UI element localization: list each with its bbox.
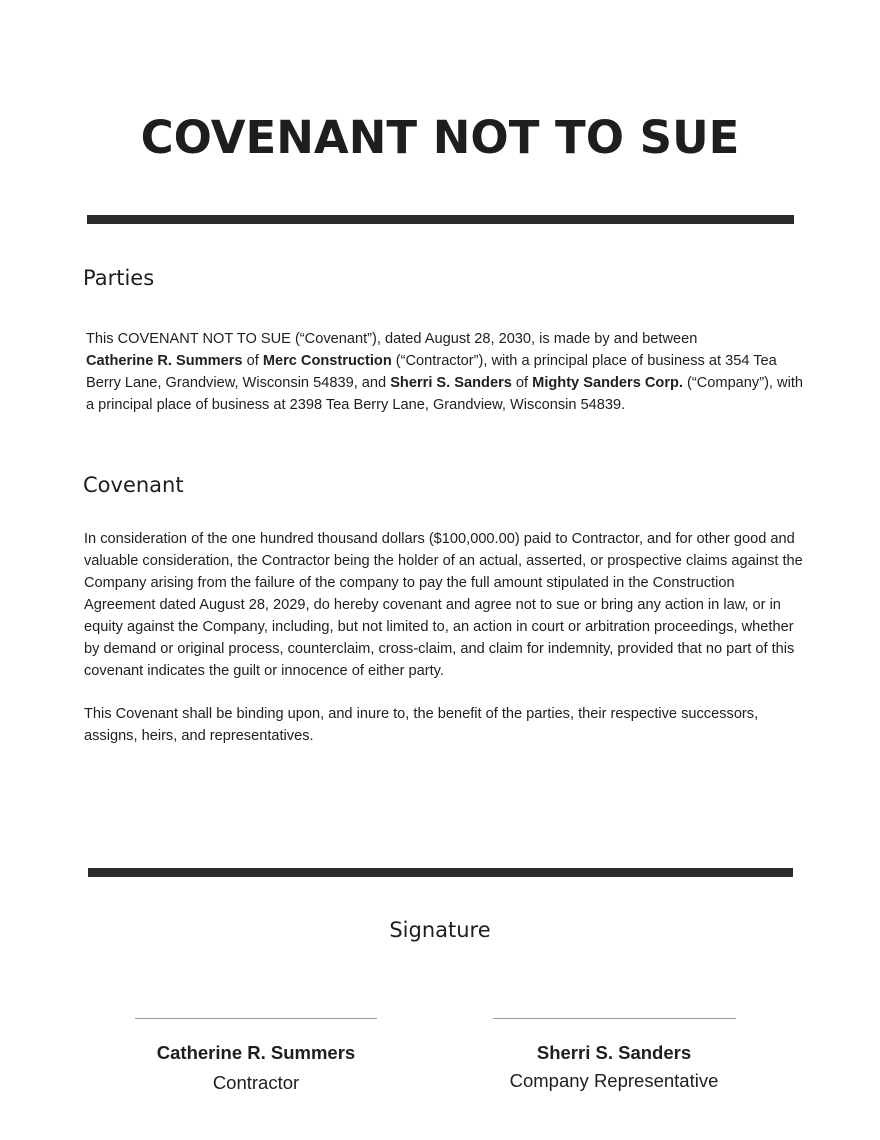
parties-heading: Parties: [83, 266, 155, 290]
signature-line-company: [493, 1018, 736, 1019]
parties-paragraph: [86, 328, 806, 416]
of-connector-2: of: [511, 375, 533, 391]
covenant-paragraph-1: In consideration of the one hundred thousand dollars ($100,000.00) paid to Contractor, and for other good and valuable consideration, the Contractor being the holder of an actual, asserted, or prospective claims against the Company arising from the failure of the company to pay the full amount stipulated in the Construction Agreement dated August 28, 2029, do hereby covenant and agree not to sue or bring any action in law, or in equity against the Company, including, but not limited to, an action in court or arbitration proceedings, whether by demand or original process, counterclaim, cross-claim, and claim for indemnity, provided that no part of this covenant indicates the guilt or innocence of either party.: [84, 531, 803, 679]
signer-name-company: Sherri S. Sanders: [536, 1042, 692, 1063]
party1-company: Merc Construction: [262, 353, 392, 369]
signature-heading: Signature: [389, 918, 491, 942]
company-clause: (“Company”), with a principal place of business at 2398 Tea Berry Lane, Grandview, Wisconsin 54839.: [86, 375, 803, 413]
of-connector-1: of: [242, 353, 263, 369]
parties-intro: This COVENANT NOT TO SUE (“Covenant”), dated August 28, 2030, is made by and between: [86, 331, 698, 347]
covenant-paragraph-2: This Covenant shall be binding upon, and inure to, the benefit of the parties, their respective successors, assigns, heirs, and representatives.: [84, 706, 759, 744]
document-title: COVENANT NOT TO SUE: [140, 111, 740, 164]
signer-name-contractor: Catherine R. Summers: [156, 1042, 356, 1063]
contractor-clause: (“Contractor”), with a principal place of business at 354 Tea Berry Lane, Grandview, Wisconsin 54839, and: [86, 353, 777, 391]
bottom-divider: [88, 868, 793, 877]
signer-role-company: Company Representative: [509, 1070, 719, 1091]
party2-name: Sherri S. Sanders: [390, 375, 512, 391]
party2-company: Mighty Sanders Corp.: [532, 375, 683, 391]
party1-name: Catherine R. Summers: [86, 353, 243, 369]
signer-role-contractor: Contractor: [212, 1072, 300, 1093]
top-divider: [87, 215, 794, 224]
signature-line-contractor: [135, 1018, 377, 1019]
covenant-heading: Covenant: [83, 473, 184, 497]
